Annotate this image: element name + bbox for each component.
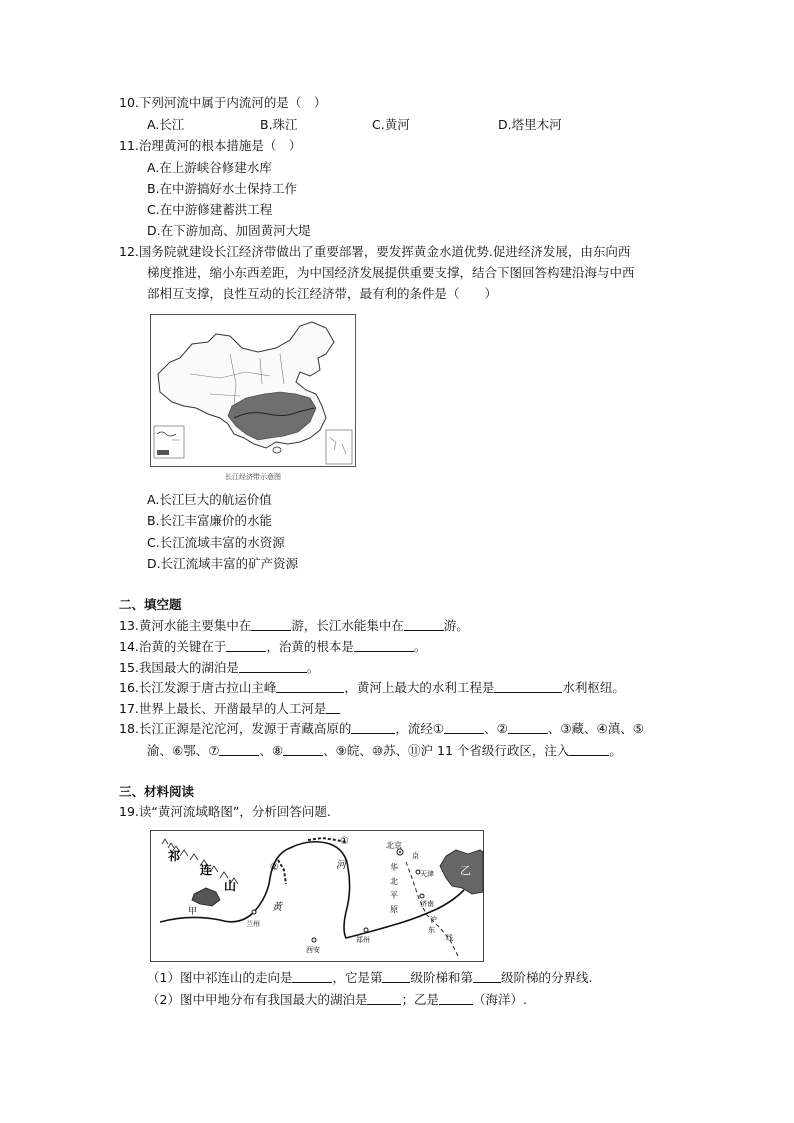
lanzhou-marker <box>252 910 256 914</box>
q12-option-c: C.长江流域丰富的水资源 <box>147 535 285 550</box>
q19-sub2-blank-2[interactable] <box>439 992 473 1005</box>
q17 <box>119 700 340 718</box>
q16-text-a: 16.长江发源于唐古拉山主峰 <box>119 680 277 695</box>
q13 <box>119 617 469 635</box>
q18-line1 <box>119 720 644 738</box>
q18-blank-source[interactable] <box>351 721 395 734</box>
q14-blank-1[interactable] <box>226 639 266 652</box>
q16-text-c: 水利枢纽。 <box>562 680 625 695</box>
label-xian: 西安 <box>306 946 320 954</box>
q12-option-a: A.长江巨大的航运价值 <box>147 492 272 507</box>
q10-stem: 10.下列河流中属于内流河的是（ ） <box>119 95 327 110</box>
q14 <box>119 638 426 656</box>
q18-text-e: 渝、⑥鄂、⑦ <box>147 743 220 758</box>
q19-sub1-blank-1[interactable] <box>292 970 332 983</box>
q19-sub2-text-b: ；乙是 <box>401 992 439 1007</box>
label-ping: 平 <box>390 891 398 900</box>
label-rail-xian: 线 <box>446 934 453 942</box>
q11-option-c: C.在中游修建蓄洪工程 <box>147 202 273 217</box>
q19-sub2-blank-1[interactable] <box>367 992 401 1005</box>
label-rail-dong: 东 <box>428 926 435 934</box>
q13-blank-1[interactable] <box>251 618 291 631</box>
q19-sub1-text-c: 级阶梯和第 <box>410 970 473 985</box>
q11-option-d: D.在下游加高、加固黄河大堤 <box>147 223 311 238</box>
q19-stem: 19.读“黄河流域略图”，分析回答问题. <box>119 804 331 819</box>
q18-text-f: 、⑧ <box>259 743 284 758</box>
q15 <box>119 659 319 677</box>
section2-title: 二、填空题 <box>119 597 182 612</box>
q13-text-c: 游。 <box>443 618 469 633</box>
q12-option-d: D.长江流域丰富的矿产资源 <box>147 556 299 571</box>
label-lian: 连 <box>200 863 213 877</box>
q19-sub1-blank-3[interactable] <box>473 970 501 983</box>
q15-text-b: 。 <box>306 660 320 675</box>
q18-line2 <box>147 742 622 760</box>
yangtze-economic-belt-map <box>150 314 356 486</box>
q14-text-c: 。 <box>413 639 427 654</box>
label-yuan: 原 <box>390 905 398 914</box>
label-circle-1: ① <box>340 836 349 847</box>
q18-text-d: 、③藏、④滇、⑤ <box>547 721 644 736</box>
q12-stem-line3: 部相互支撑，良性互动的长江经济带，最有利的条件是（ ） <box>147 286 498 301</box>
label-qi: 祁 <box>168 849 181 863</box>
q14-blank-2[interactable] <box>354 639 414 652</box>
q18-text-h: 。 <box>609 743 622 758</box>
q10-option-c: C.黄河 <box>372 117 410 132</box>
q19-sub2 <box>147 991 527 1009</box>
q10-option-d: D.塔里木河 <box>498 117 562 132</box>
label-jinan: 济南 <box>420 900 434 908</box>
q13-text-a: 13.黄河水能主要集中在 <box>119 618 252 633</box>
label-shan: 山 <box>224 879 237 893</box>
q10-option-b: B.珠江 <box>260 117 298 132</box>
q10-option-a: A.长江 <box>147 117 185 132</box>
label-circle-2: ② <box>270 862 279 873</box>
label-hua: 华 <box>390 863 398 872</box>
jinan-marker <box>420 894 424 898</box>
q11-option-a: A.在上游峡谷修建水库 <box>147 160 272 175</box>
south-china-sea-inset <box>326 430 352 464</box>
q19-sub2-text-a: （2）图中甲地分布有我国最大的湖泊是 <box>147 992 368 1007</box>
q19-sub1-text-b: ，它是第 <box>332 970 383 985</box>
label-rail-hu: 沪 <box>430 916 437 924</box>
label-huang: 黄 <box>272 902 282 913</box>
q17-blank[interactable] <box>326 701 340 714</box>
q18-blank-1[interactable] <box>444 721 484 734</box>
yellow-river-basin-map <box>150 830 484 962</box>
label-zhengzhou: 郑州 <box>356 936 370 944</box>
q15-text-a: 15.我国最大的湖泊是 <box>119 660 239 675</box>
figure-caption: 长江经济带示意图 <box>225 473 281 481</box>
q19-sub1 <box>147 969 592 987</box>
legend-region-swatch <box>157 450 169 455</box>
q12-option-b: B.长江丰富廉价的水能 <box>147 513 273 528</box>
q19-sub1-text-a: （1）图中祁连山的走向是 <box>147 970 293 985</box>
q18-blank-2[interactable] <box>508 721 548 734</box>
label-he: 河 <box>336 860 346 871</box>
q15-blank[interactable] <box>239 660 307 673</box>
q19-sub2-text-c: （海洋）. <box>472 992 527 1007</box>
q11-stem: 11.治理黄河的根本措施是（ ） <box>119 138 302 153</box>
q18-text-b: ，流经① <box>395 721 445 736</box>
q17-text-a: 17.世界上最长、开凿最早的人工河是 <box>119 701 327 716</box>
label-jia: 甲 <box>188 907 198 917</box>
q18-blank-8[interactable] <box>283 743 323 756</box>
q16 <box>119 679 625 697</box>
label-yi: 乙 <box>460 864 471 877</box>
q13-text-b: 游，长江水能集中在 <box>291 618 404 633</box>
q19-sub1-text-d: 级阶梯的分界线. <box>501 970 593 985</box>
q11-option-b: B.在中游搞好水土保持工作 <box>147 181 298 196</box>
q18-text-a: 18.长江正源是沱沱河，发源于青藏高原的 <box>119 721 352 736</box>
q18-text-c: 、② <box>484 721 508 736</box>
q16-blank-2[interactable] <box>494 680 562 693</box>
hainan-island <box>273 447 281 453</box>
q18-text-g: 、⑨皖、⑩苏、⑪沪 11 个省级行政区，注入 <box>323 743 570 758</box>
label-tianjin: 天津 <box>420 870 434 878</box>
q12-stem-line2: 梯度推进，缩小东西差距，为中国经济发展提供重要支撑，结合下图回答构建沿海与中西 <box>147 265 635 280</box>
q18-blank-7[interactable] <box>219 743 259 756</box>
label-lanzhou: 兰州 <box>246 920 260 928</box>
section3-title: 三、材料阅读 <box>119 784 195 799</box>
zhengzhou-marker <box>364 928 368 932</box>
label-beijing: 北京 <box>386 841 402 850</box>
label-rail-jing: 京 <box>412 852 419 860</box>
q16-blank-1[interactable] <box>276 680 344 693</box>
label-bei: 北 <box>390 877 398 886</box>
q18-blank-sea[interactable] <box>569 743 609 756</box>
q13-blank-2[interactable] <box>404 618 444 631</box>
beijing-dot <box>399 851 401 853</box>
q16-text-b: ，黄河上最大的水利工程是 <box>344 680 495 695</box>
q14-text-b: ，治黄的根本是 <box>266 639 354 654</box>
xian-marker <box>312 938 316 942</box>
q19-sub1-blank-2[interactable] <box>382 970 410 983</box>
q12-stem-line1: 12.国务院就建设长江经济带做出了重要部署，要发挥黄金水道优势.促进经济发展，由东向西 <box>119 244 631 259</box>
q14-text-a: 14.治黄的关键在于 <box>119 639 227 654</box>
